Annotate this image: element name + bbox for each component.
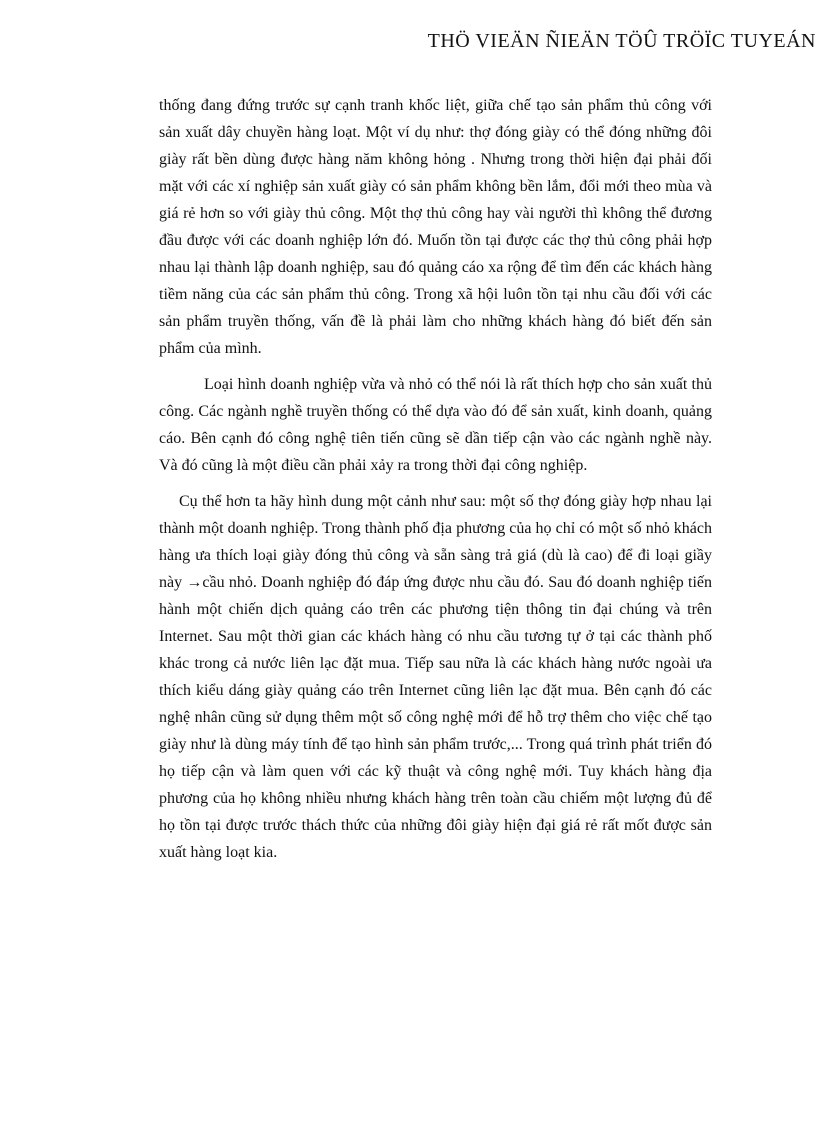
paragraph-1: thống đang đứng trước sự cạnh tranh khốc liệt, giữa chế tạo sản phẩm thủ công với sản xuất dây chuyền hàng loạt. Một ví dụ như: thợ đóng giày có thể đóng những đôi giày rất bền dùng được hàng năm không hỏng . Nhưng trong thời hiện đại phải đối mặt với các xí nghiệp sản xuất giày có sản phẩm không bền lắm, đổi mới theo mùa và giá rẻ hơn so với giày thủ công. Một thợ thủ công hay vài người thì không thể đương đầu được với các doanh nghiệp lớn đó. Muốn tồn tại được các thợ thủ công phải hợp nhau lại thành lập doanh nghiệp, sau đó quảng cáo xa rộng để tìm đến các khách hàng tiềm năng của các sản phẩm thủ công. Trong xã hội luôn tồn tại nhu cầu đối với các sản phẩm truyền thống, vấn đề là phải làm cho những khách hàng đó biết đến sản phẩm của mình.: [159, 97, 712, 357]
paragraph-3: Cụ thể hơn ta hãy hình dung một cảnh như sau: một số thợ đóng giày hợp nhau lại thành một doanh nghiệp. Trong thành phố địa phương của họ chỉ có một số nhỏ khách hàng ưa thích loại giày đóng thủ công và sẵn sàng trả giá (dù là cao) để đi loại giầy này →cầu nhỏ. Doanh nghiệp đó đáp ứng được nhu cầu đó. Sau đó doanh nghiệp tiến hành một chiến dịch quảng cáo trên các phương tiện thông tin đại chúng và trên Internet. Sau một thời gian các khách hàng có nhu cầu tương tự ở tại các thành phố khác trong cả nước liên lạc đặt mua. Tiếp sau nữa là các khách hàng nước ngoài ưa thích kiểu dáng giày quảng cáo trên Internet cũng liên lạc đặt mua. Bên cạnh đó các nghệ nhân cũng sử dụng thêm một số công nghệ mới để hỗ trợ thêm cho việc chế tạo giày như là dùng máy tính để tạo hình sản phẩm trước,... Trong quá trình phát triển đó họ tiếp cận và làm quen với các kỹ thuật và công nghệ mới. Tuy khách hàng địa phương của họ không nhiều nhưng khách hàng trên toàn cầu chiếm một lượng đủ để họ tồn tại được trước thách thức của những đôi giày hiện đại giá rẻ rất mốt được sản xuất hàng loạt kia.: [159, 493, 712, 861]
paragraph-2: Loại hình doanh nghiệp vừa và nhỏ có thể nói là rất thích hợp cho sản xuất thủ công. Các ngành nghề truyền thống có thể dựa vào đó để sản xuất, kinh doanh, quảng cáo. Bên cạnh đó công nghệ tiên tiến cũng sẽ dần tiếp cận vào các ngành nghề này. Và đó cũng là một điều cần phải xảy ra trong thời đại công nghiệp.: [159, 376, 712, 474]
page-header: THÖ VIEÄN ÑIEÄN TÖÛ TRÖÏC TUYEÁN: [427, 30, 816, 52]
document-body: [159, 92, 712, 866]
